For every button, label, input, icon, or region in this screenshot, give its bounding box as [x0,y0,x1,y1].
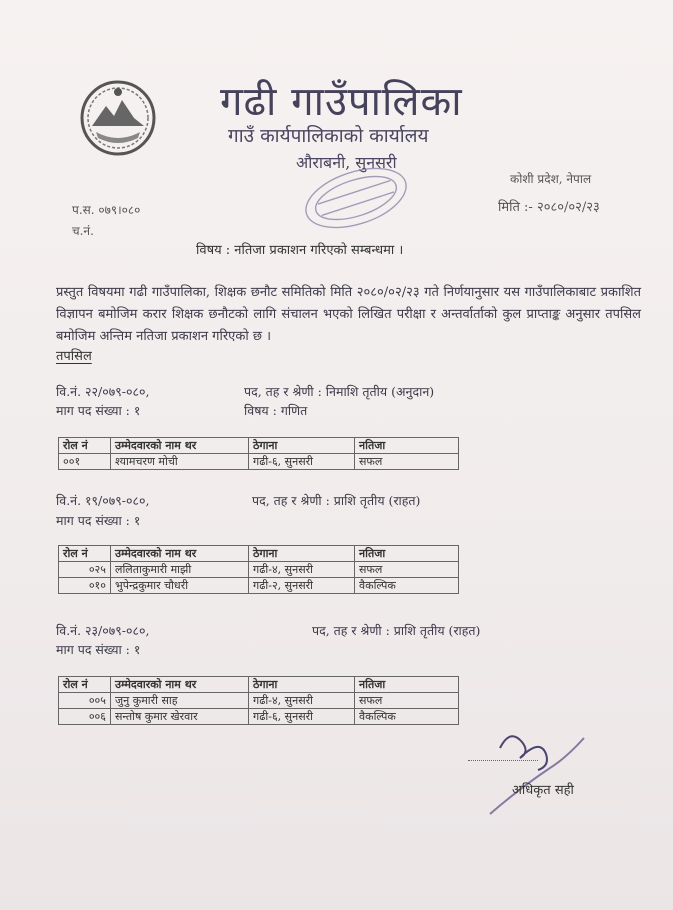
header-roll: रोल नं [59,438,111,454]
handwritten-signature [480,718,600,828]
section-2-post: पद, तह र श्रेणी : प्राशि तृतीय (राहत) [252,493,421,508]
cell-address: गढी-४, सुनसरी [249,562,355,578]
dispatch-number: च.नं. [72,224,94,238]
cell-name: भुपेन्द्रकुमार चौधरी [111,578,249,594]
cell-name: सन्तोष कुमार खेरवार [111,709,249,725]
cell-name: ललिताकुमारी माझी [111,562,249,578]
letter-date: मिति :- २०८०/०२/२३ [498,200,600,215]
cell-roll: ०२५ [59,562,111,578]
office-address: औराबनी, सुनसरी [296,153,397,172]
province-text: कोशी प्रदेश, नेपाल [510,172,592,186]
header-roll: रोल नं [59,546,111,562]
header-result: नतिजा [355,677,459,693]
cell-address: गढी-६, सुनसरी [249,709,355,725]
cell-result: सफल [355,693,459,709]
header-address: ठेगाना [249,677,355,693]
signature-line [468,760,538,761]
section-1-subject: विषय : गणित [244,403,308,418]
table-header-row [59,546,459,562]
municipality-title: गढी गाउँपालिका [220,79,463,125]
section-1-vigyapan: वि.नं. २२/०७९-०८०, [56,384,150,399]
cell-roll: ००१ [59,454,111,470]
official-stamp [296,158,416,238]
header-address: ठेगाना [249,546,355,562]
details-heading: तपसिल [56,349,92,364]
cell-roll: ०१० [59,578,111,594]
header-name: उम्मेदवारको नाम थर [111,546,249,562]
cell-result: वैकल्पिक [355,578,459,594]
letter-number: प.स. ०७९।०८० [72,203,141,217]
section-1-demand: माग पद संख्या : १ [56,403,141,418]
table-row [59,578,459,594]
cell-roll: ००५ [59,693,111,709]
result-table-1 [58,437,459,470]
section-3-vigyapan: वि.नं. २३/०७९-०८०, [56,623,150,638]
cell-result: वैकल्पिक [355,709,459,725]
header-result: नतिजा [355,546,459,562]
cell-address: गढी-२, सुनसरी [249,578,355,594]
office-name: गाउँ कार्यपालिकाको कार्यालय [228,125,429,147]
section-3-demand: माग पद संख्या : १ [56,642,141,657]
letter-subject: विषय : नतिजा प्रकाशन गरिएको सम्बन्धमा । [196,243,404,258]
cell-result: सफल [355,454,459,470]
nepal-emblem-logo [78,78,158,158]
section-3-post: पद, तह र श्रेणी : प्राशि तृतीय (राहत) [312,623,481,638]
cell-result: सफल [355,562,459,578]
cell-name: श्यामचरण मोची [111,454,249,470]
cell-name: जुनु कुमारी साह [111,693,249,709]
table-row [59,709,459,725]
header-name: उम्मेदवारको नाम थर [111,438,249,454]
header-result: नतिजा [355,438,459,454]
cell-address: गढी-६, सुनसरी [249,454,355,470]
header-name: उम्मेदवारको नाम थर [111,677,249,693]
officer-title: अधिकृत सही [512,783,574,798]
table-header-row [59,677,459,693]
header-roll: रोल नं [59,677,111,693]
table-header-row [59,438,459,454]
table-row [59,693,459,709]
section-2-vigyapan: वि.नं. १९/०७९-०८०, [56,493,150,508]
table-row [59,562,459,578]
table-row [59,454,459,470]
result-table-3 [58,676,459,725]
cell-address: गढी-४, सुनसरी [249,693,355,709]
section-2-demand: माग पद संख्या : १ [56,513,141,528]
letter-body: प्रस्तुत विषयमा गढी गाउँपालिका, शिक्षक छनौट समितिको मिति २०८०/०२/२३ गते निर्णयानुसार यस गाउँपालिकाबाट प्रकाशित विज्ञापन बमोजिम करार शिक्षक छनौटको लागि संचालन भएको लिखित परीक्षा र अन्तर्वार्ताको कुल प्राप्ताङ्क अनुसार तपसिल बमोजिम अन्तिम नतिजा प्रकाशन गरिएको छ । [56,285,641,344]
result-table-2 [58,545,459,594]
header-address: ठेगाना [249,438,355,454]
cell-roll: ००६ [59,709,111,725]
section-1-post: पद, तह र श्रेणी : निमाशि तृतीय (अनुदान) [244,384,435,399]
